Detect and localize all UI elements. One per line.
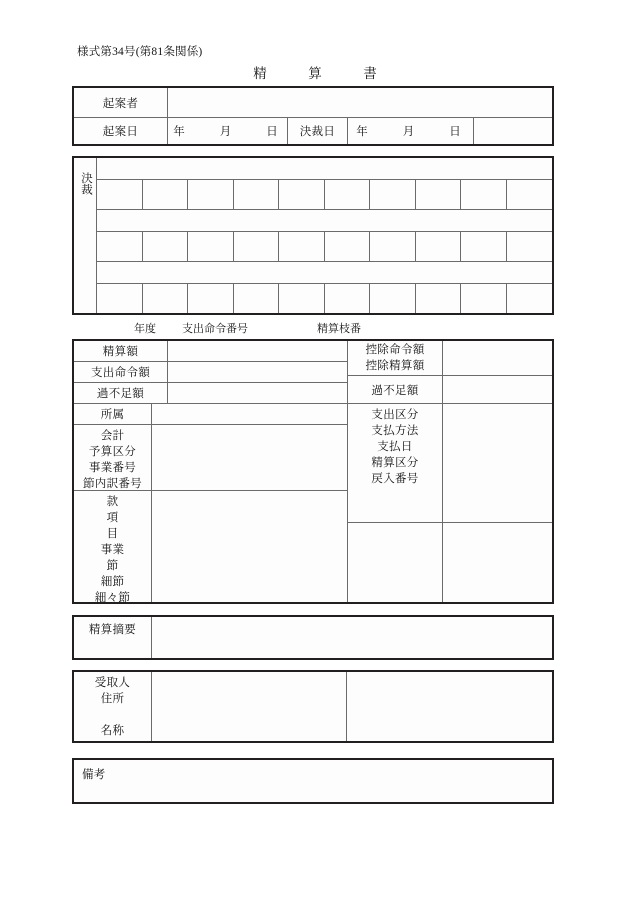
approval-block-3-header[interactable] [97,262,552,284]
approval-cell[interactable] [507,284,553,313]
deduction-amount-labels [348,341,443,376]
account-line-ko: 項 [106,512,119,524]
approval-block-2-row [97,232,552,262]
payment-order-number-label: 支出命令番号 [182,323,248,335]
approval-block-1-header[interactable] [97,158,552,180]
excess-deficiency-amount-label: 過不足額 [74,383,168,404]
payee-label: 受取人 [94,677,131,689]
header-table [72,86,554,146]
approval-cell[interactable] [461,180,507,210]
deduction-amount-field[interactable] [443,341,552,376]
payment-method-label: 支払方法 [371,425,419,437]
approval-cell[interactable] [461,232,507,262]
right-extra-label-cell[interactable] [348,523,443,602]
approval-cell[interactable] [461,284,507,313]
drafter-label: 起案者 [74,88,168,118]
approval-cell[interactable] [325,232,371,262]
draft-date-field[interactable]: 年 月 日 [168,118,288,144]
settlement-summary-table [72,615,554,660]
right-excess-deficiency-label: 過不足額 [348,376,443,404]
payment-order-amount-label: 支出命令額 [74,362,168,383]
affiliation-label: 所属 [74,404,152,425]
drafter-field[interactable] [168,88,552,118]
deduction-settlement-amount-label: 控除精算額 [365,360,425,372]
approval-cell[interactable] [325,284,371,313]
budget-line-account: 会計 [100,430,125,442]
approval-cell[interactable] [143,232,189,262]
account-line-project: 事業 [100,544,125,556]
approval-cell[interactable] [325,180,371,210]
approval-cell[interactable] [188,284,234,313]
approval-cell[interactable] [279,284,325,313]
approval-cell[interactable] [416,284,462,313]
expenditure-category-label: 支出区分 [371,409,419,421]
draft-date-label: 起案日 [74,118,168,144]
approval-cell[interactable] [234,232,280,262]
account-line-kan: 款 [106,496,119,508]
settlement-summary-field[interactable] [152,617,552,658]
account-line-setsu: 節 [106,560,119,572]
payment-date-label: 支払日 [377,441,413,453]
approval-date-field[interactable]: 年 月 日 [348,118,474,144]
account-line-moku: 目 [106,528,119,540]
approval-cell[interactable] [416,232,462,262]
approval-cell[interactable] [188,232,234,262]
settlement-summary-label: 精算摘要 [74,617,152,658]
approval-cell[interactable] [370,284,416,313]
approval-cell[interactable] [507,180,553,210]
approval-cell[interactable] [234,284,280,313]
approval-cell[interactable] [370,180,416,210]
main-table-center-divider [74,341,348,602]
approval-cell[interactable] [416,180,462,210]
approval-label-char-1: 決裁 [80,172,92,195]
remarks-table[interactable] [72,758,554,804]
account-line-saisetsu: 細節 [100,576,125,588]
approval-cell[interactable] [97,232,143,262]
approval-cell[interactable] [507,232,553,262]
approval-cell[interactable] [370,232,416,262]
right-extra-value-cell[interactable] [443,523,552,602]
approval-cell[interactable] [97,180,143,210]
budget-line-breakdown-no: 節内訳番号 [83,478,142,490]
approval-cell[interactable] [97,284,143,313]
approval-block-3-row [97,284,552,313]
settlement-branch-number-label: 精算枝番 [317,323,361,335]
settlement-amount-label: 精算額 [74,341,168,362]
approval-date-label: 決裁日 [288,118,348,144]
page-title: 精 算 書 [253,66,391,81]
payment-classification-labels [348,404,443,523]
approval-cell[interactable] [143,284,189,313]
settlement-main-table [72,339,554,604]
approval-cell[interactable] [279,232,325,262]
refund-number-label: 戻入番号 [371,473,419,485]
account-line-saisaisetsu: 細々節 [94,592,131,604]
deduction-order-amount-label: 控除命令額 [365,344,425,356]
payee-address-label: 住所 [100,693,125,705]
remarks-label: 備考 [82,769,106,781]
approval-block-2-header[interactable] [97,210,552,232]
approval-cell[interactable] [143,180,189,210]
approval-grid-table [72,156,554,315]
approval-cell[interactable] [234,180,280,210]
budget-line-category: 予算区分 [88,446,137,458]
payment-classification-field[interactable] [443,404,552,523]
form-code: 様式第34号(第81条関係) [77,46,203,58]
approval-label [74,172,97,212]
header-trailing-cell[interactable] [474,118,552,144]
fiscal-year-label: 年度 [134,323,156,335]
payee-field-left[interactable] [152,672,347,741]
payee-name-label: 名称 [100,725,125,737]
mid-note-row [77,320,553,336]
payee-labels [74,672,152,741]
approval-cell[interactable] [188,180,234,210]
settlement-category-label: 精算区分 [371,457,419,469]
approval-block-1-row [97,180,552,210]
approval-cell[interactable] [279,180,325,210]
payee-field-right[interactable] [347,672,552,741]
budget-line-project-no: 事業番号 [88,462,137,474]
payee-table [72,670,554,743]
right-excess-deficiency-field[interactable] [443,376,552,404]
